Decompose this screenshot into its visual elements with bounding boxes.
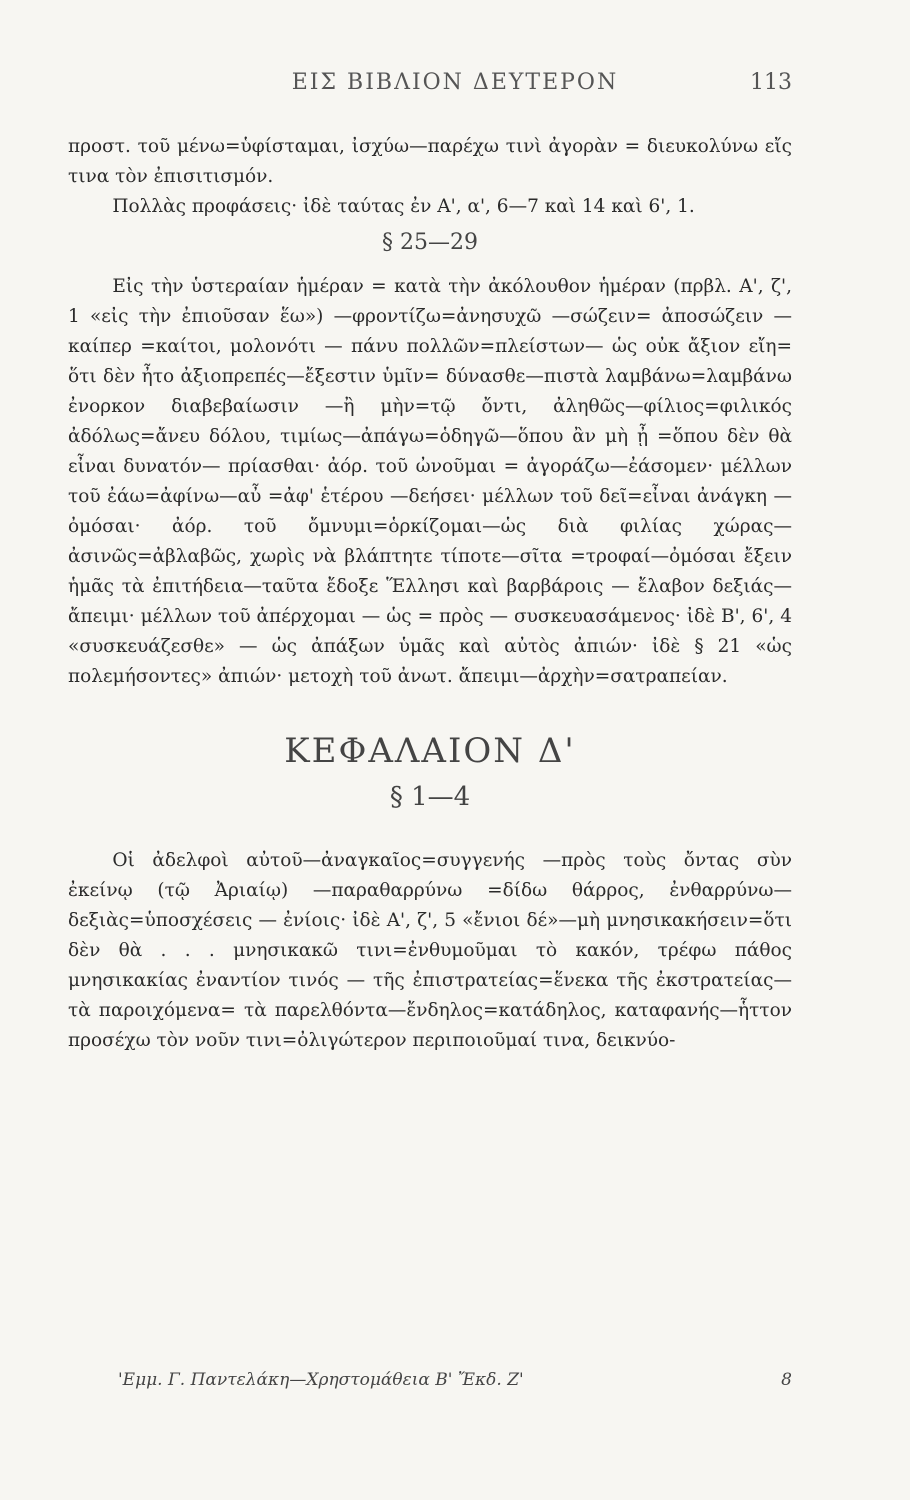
paragraph-4: Οἱ ἀδελφοὶ αὐτοῦ—ἀναγκαῖος=συγγενής —πρὸς τοὺς ὄντας σὺν ἐκείνῳ (τῷ Ἀριαίῳ) —παραθαρρύνω =δίδω θάρρος, ἐνθαρρύνω—δεξιὰς=ὑποσχέσεις — ἐνίοις· ἰδὲ Α', ζ', 5 «ἔνιοι δέ»—μὴ μνησικακήσειν=ὅτι δὲν θὰ . . . μνησικακῶ τινι=ἐνθυμοῦμαι τὸ κακόν, τρέφω πάθος μνησικακίας ἐναντίον τινός — τῆς ἐπιστρατείας=ἕνεκα τῆς ἐκστρατείας—τὰ παροιχόμενα= τὰ παρελθόντα—ἔνδηλος=κατάδηλος, καταφανής—ἧττον προσέχω τὸν νοῦν τινι=ὀλιγώτερον περιποιοῦμαί τινα, δεικνύο- — [68, 850, 792, 1051]
chapter-heading: ΚΕΦΑΛΑΙΟΝ Δ' — [284, 731, 576, 771]
footer-signature: 'Εμμ. Γ. Παντελάκη—Χρηστομάθεια Β' Ἔκδ. Ζ' — [118, 1370, 524, 1390]
section-heading-1-4: § 1—4 — [389, 782, 471, 812]
page-number: 113 — [750, 70, 792, 95]
running-title: ΕΙΣ ΒΙΒΛΙΟΝ ΔΕΥΤΕΡΟΝ — [291, 70, 619, 95]
paragraph-1: προστ. τοῦ μένω=ὑφίσταμαι, ἰσχύω—παρέχω τινὶ ἀγορὰν = διευκολύνω εἴς τινα τὸν ἐπισιτισμόν. — [68, 136, 792, 187]
paragraph-2: Πολλὰς προφάσεις· ἰδὲ ταύτας ἐν Α', α', 6—7 καὶ 14 καὶ 6', 1. — [112, 196, 695, 217]
page-body — [68, 132, 792, 1056]
section-heading-25-29: § 25—29 — [382, 230, 478, 255]
footer-sheet-number: 8 — [781, 1370, 792, 1390]
paragraph-3: Εἰς τὴν ὑστεραίαν ἡμέραν = κατὰ τὴν ἀκόλουθον ἡμέραν (πρβλ. Α', ζ', 1 «εἰς τὴν ἐπιοῦσαν ἕω») —φροντίζω=ἀνησυχῶ —σώζειν= ἀποσώζειν — καίπερ =καίτοι, μολονότι — πάνυ πολλῶν=πλείστων— ὡς οὐκ ἄξιον εἴη= ὅτι δὲν ἦτο ἀξιοπρεπές—ἔξεστιν ὑμῖν= δύνασθε—πιστὰ λαμβάνω=λαμβάνω ἐνορκον διαβεβαίωσιν —ἢ μὴν=τῷ ὄντι, ἀληθῶς—φίλιος=φιλικός ἀδόλως=ἄνευ δόλου, τιμίως—ἀπάγω=ὁδηγῶ—ὅπου ἂν μὴ ᾖ =ὅπου δὲν θὰ εἶναι δυνατόν— πρίασθαι· ἀόρ. τοῦ ὠνοῦμαι = ἀγοράζω—ἐάσομεν· μέλλων τοῦ ἐάω=ἀφίνω—αὖ =ἀφ' ἑτέρου —δεήσει· μέλλων τοῦ δεῖ=εἶναι ἀνάγκη — ὀμόσαι· ἀόρ. τοῦ ὄμνυμι=ὁρκίζομαι—ὡς διὰ φιλίας χώρας—ἀσινῶς=ἀβλαβῶς, χωρὶς νὰ βλάπτητε τίποτε—σῖτα =τροφαί—ὀμόσαι ἔξειν ἡμᾶς τὰ ἐπιτήδεια—ταῦτα ἔδοξε Ἕλλησι καὶ βαρβάροις — ἔλαβον δεξιάς—ἄπειμι· μέλλων τοῦ ἀπέρχομαι — ὡς = πρὸς — συσκευασάμενος· ἰδὲ Β', 6', 4 «συσκευάζεσθε» — ὡς ἀπάξων ὑμᾶς καὶ αὐτὸς ἀπιών· ἰδὲ § 21 «ὡς πολεμήσοντες» ἀπιών· μετοχὴ τοῦ ἀνωτ. ἄπειμι—ἀρχὴν=σατραπείαν. — [68, 276, 792, 687]
running-head — [0, 70, 910, 110]
